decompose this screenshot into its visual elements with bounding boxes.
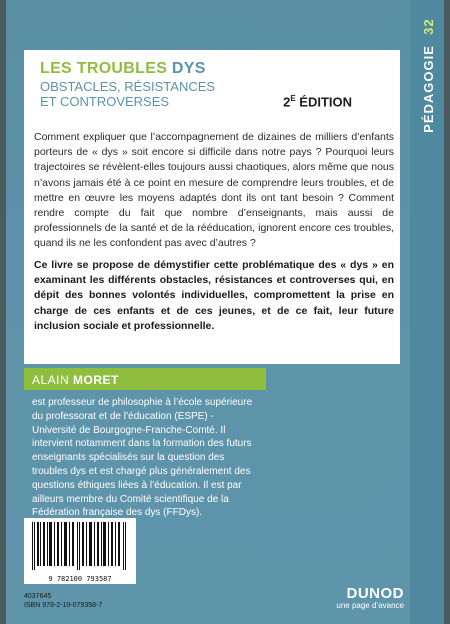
barcode-digits: 9 782100 793587	[48, 575, 112, 583]
edition-number: 2	[283, 94, 291, 110]
isbn-code: ISBN 978-2-10-079358-7	[24, 602, 103, 609]
subtitle-line-2: ET CONTROVERSES	[40, 94, 170, 109]
spine-band	[410, 0, 444, 624]
book-subtitle	[40, 79, 215, 109]
book-title	[40, 60, 215, 78]
edition-word: ÉDITION	[295, 94, 352, 110]
author-bio: est professeur de philosophie à l’école supérieure du professorat et de l’éducation (ESPE) - Université de Bourgogne-Franche-Comté. Il intervient notamment dans la formation des futurs enseignants spécialisés sur la question des troubles dys et est chargé plus généralement des questions éthiques liées à l’éducation. Il est par ailleurs membre du Comité scientifique de la Fédération française des dys (FFDys).	[32, 397, 253, 519]
spine-series-label	[421, 18, 436, 133]
description-panel	[24, 50, 400, 364]
barcode-icon	[30, 522, 130, 570]
author-name	[24, 368, 266, 390]
author-first-name: ALAIN	[32, 373, 70, 387]
title-block	[40, 60, 215, 109]
publisher-name: DUNOD	[346, 585, 404, 602]
series-name: PÉDAGOGIE	[421, 45, 436, 133]
publisher-tagline: une page d’avance	[336, 601, 404, 610]
subtitle-line-1: OBSTACLES, RÉSISTANCES	[40, 79, 216, 94]
publisher-logo	[336, 585, 404, 610]
author-last-name: MORET	[73, 373, 119, 387]
edition-suffix: E	[290, 94, 296, 103]
blurb-paragraph-1: Comment expliquer que l’accompagnement de dizaines de milliers d’enfants porteurs de « dys » soit encore si difficile dans notre pays ? Pourquoi leurs trajectoires se révèlent-elles toujours aussi chaotiques, alors même que nous n’avons jamais été à ce point en mesure de comprendre leurs troubles, et de mettre en œuvre les moyens adaptés dont ils ont tant besoin ? Comment rendre compte du fait que nombre d’enseignants, mais aussi de professionnels de la santé et de la rééducation, ignorent encore ces troubles, quand ils ne les confondent pas avec d’autres ?	[34, 131, 394, 250]
product-codes	[24, 592, 102, 610]
reference-code: 4037645	[24, 593, 52, 600]
series-number: 32	[421, 18, 436, 35]
title-main: LES TROUBLES	[40, 60, 168, 77]
edition-label	[283, 94, 352, 109]
barcode	[24, 518, 136, 584]
blurb-paragraph-2: Ce livre se propose de démystifier cette problématique des « dys » en examinant les différents obstacles, résistances et controverses qui, en dépit des bonnes volontés individuelles, compromettent la prise en charge de ces enfants et de ces jeunes, et de ce fait, leur future inclusion sociale et professionnelle.	[34, 259, 394, 332]
title-highlight: DYS	[171, 60, 206, 77]
